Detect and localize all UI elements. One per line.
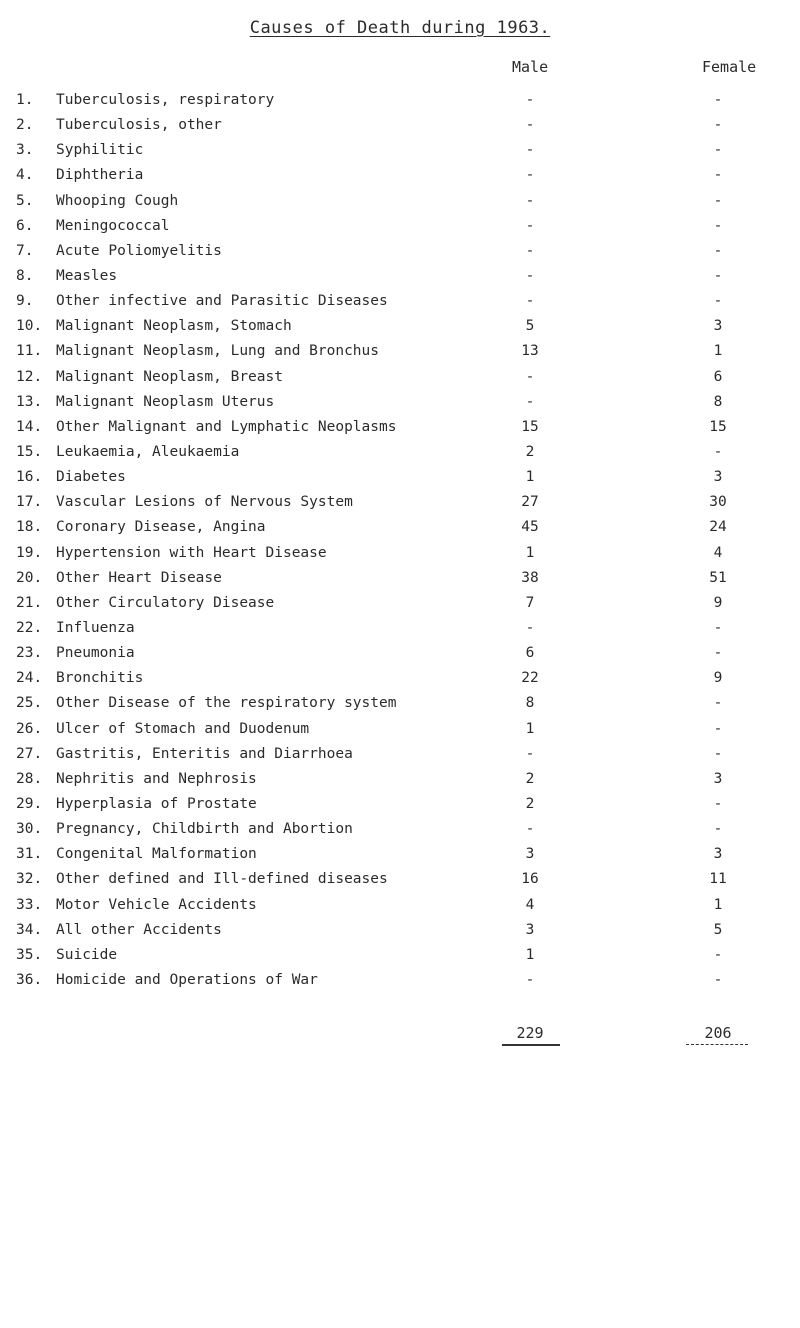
cause-label: Tuberculosis, respiratory <box>56 92 275 108</box>
male-count: - <box>525 821 535 838</box>
cause-label: Suicide <box>56 946 118 963</box>
row-number: 9. <box>16 293 34 310</box>
table-row <box>0 415 800 440</box>
female-count: - <box>713 946 723 963</box>
female-count: - <box>713 217 723 234</box>
male-count: 13 <box>521 343 539 360</box>
row-number: 23. <box>16 645 43 662</box>
row-number: 29. <box>16 795 43 812</box>
row-number: 4. <box>16 167 34 184</box>
table-row <box>0 339 800 364</box>
cause-label: Other Disease of the respiratory system <box>56 695 397 712</box>
male-count: 5 <box>525 318 535 335</box>
male-count: - <box>525 745 535 762</box>
cause-label: Coronary Disease, Angina <box>56 519 266 536</box>
table-row <box>0 440 800 465</box>
male-count: 2 <box>525 770 535 787</box>
female-count: - <box>713 142 723 159</box>
cause-label: Homicide and Operations of War <box>56 971 318 988</box>
female-count: - <box>713 443 723 460</box>
female-count: 51 <box>709 569 727 586</box>
female-count: 9 <box>713 594 723 611</box>
row-number: 5. <box>16 192 34 209</box>
female-count: 1 <box>713 896 723 913</box>
row-number: 35. <box>16 946 43 963</box>
row-number: 19. <box>16 544 43 561</box>
total-male: 229 <box>516 1024 544 1042</box>
male-count: 38 <box>521 569 539 586</box>
female-count: 11 <box>709 871 727 888</box>
table-row <box>0 867 800 892</box>
female-count: - <box>713 192 723 209</box>
male-count: 7 <box>525 594 535 611</box>
male-count: 1 <box>525 469 535 486</box>
cause-label: Motor Vehicle Accidents <box>56 896 257 913</box>
cause-label: Gastritis, Enteritis and Diarrhoea <box>56 745 353 762</box>
cause-label: Pregnancy, Childbirth and Abortion <box>56 821 353 838</box>
table-row <box>0 742 800 767</box>
row-number: 13. <box>16 393 43 410</box>
cause-label: Diphtheria <box>56 167 144 184</box>
male-count: 8 <box>525 695 535 712</box>
male-count: - <box>525 293 535 310</box>
cause-label: Acute Poliomyelitis <box>56 242 222 259</box>
row-number: 20. <box>16 569 43 586</box>
column-header-female: Female <box>702 58 757 76</box>
male-count: 2 <box>525 795 535 812</box>
female-count: - <box>713 267 723 284</box>
row-number: 10. <box>16 318 43 335</box>
cause-label: Hyperplasia of Prostate <box>56 795 257 812</box>
female-count: - <box>713 720 723 737</box>
cause-label: Malignant Neoplasm, Lung and Bronchus <box>56 343 380 360</box>
table-row <box>0 817 800 842</box>
row-number: 24. <box>16 670 43 687</box>
table-row <box>0 968 800 993</box>
table-row <box>0 113 800 138</box>
cause-label: Diabetes <box>56 469 126 486</box>
table-row <box>0 289 800 314</box>
male-count: 15 <box>521 418 539 435</box>
male-count: - <box>525 393 535 410</box>
female-count: 4 <box>713 544 723 561</box>
cause-label: Congenital Malformation <box>56 846 257 863</box>
row-number: 30. <box>16 821 43 838</box>
row-number: 26. <box>16 720 43 737</box>
female-count: 24 <box>709 519 727 536</box>
male-count: 4 <box>525 896 535 913</box>
male-count: - <box>525 217 535 234</box>
female-count: - <box>713 795 723 812</box>
male-count: 16 <box>521 871 539 888</box>
row-number: 25. <box>16 695 43 712</box>
female-count: - <box>713 619 723 636</box>
cause-label: Ulcer of Stomach and Duodenum <box>56 720 310 737</box>
total-underline-male <box>502 1044 560 1046</box>
cause-label: Malignant Neoplasm, Breast <box>56 368 283 385</box>
table-row <box>0 138 800 163</box>
male-count: 1 <box>525 946 535 963</box>
cause-label: Leukaemia, Aleukaemia <box>56 443 240 460</box>
table-row <box>0 616 800 641</box>
male-count: - <box>525 267 535 284</box>
male-count: - <box>525 192 535 209</box>
female-count: 15 <box>709 418 727 435</box>
row-number: 17. <box>16 494 43 511</box>
row-number: 31. <box>16 846 43 863</box>
cause-label: Other Malignant and Lymphatic Neoplasms <box>56 418 397 435</box>
column-header-male: Male <box>512 58 549 76</box>
table-row <box>0 566 800 591</box>
row-number: 14. <box>16 418 43 435</box>
female-count: - <box>713 645 723 662</box>
table-row <box>0 189 800 214</box>
row-number: 18. <box>16 519 43 536</box>
male-count: - <box>525 92 535 108</box>
table-row <box>0 591 800 616</box>
male-count: 6 <box>525 645 535 662</box>
male-count: - <box>525 368 535 385</box>
female-count: 8 <box>713 393 723 410</box>
female-count: 3 <box>713 318 723 335</box>
female-count: - <box>713 293 723 310</box>
cause-label: Malignant Neoplasm, Stomach <box>56 318 292 335</box>
table-row <box>0 842 800 867</box>
row-number: 2. <box>16 117 34 134</box>
female-count: 5 <box>713 921 723 938</box>
row-number: 6. <box>16 217 34 234</box>
table-row <box>0 314 800 339</box>
cause-label: Syphilitic <box>56 142 144 159</box>
male-count: 3 <box>525 921 535 938</box>
table-row <box>0 490 800 515</box>
cause-label: Nephritis and Nephrosis <box>56 770 257 787</box>
row-number: 21. <box>16 594 43 611</box>
cause-label: Meningococcal <box>56 217 170 234</box>
female-count: 3 <box>713 469 723 486</box>
cause-label: Vascular Lesions of Nervous System <box>56 494 353 511</box>
cause-label: Pneumonia <box>56 645 135 662</box>
female-count: - <box>713 242 723 259</box>
cause-label: All other Accidents <box>56 921 222 938</box>
cause-label: Other infective and Parasitic Diseases <box>56 293 388 310</box>
row-number: 7. <box>16 242 34 259</box>
causes-table <box>0 88 800 993</box>
male-count: - <box>525 619 535 636</box>
row-number: 8. <box>16 267 34 284</box>
table-row <box>0 893 800 918</box>
table-row <box>0 214 800 239</box>
female-count: - <box>713 167 723 184</box>
cause-label: Hypertension with Heart Disease <box>56 544 327 561</box>
female-count: - <box>713 117 723 134</box>
female-count: 9 <box>713 670 723 687</box>
cause-label: Tuberculosis, other <box>56 117 222 134</box>
cause-label: Other Circulatory Disease <box>56 594 275 611</box>
table-row <box>0 88 800 113</box>
table-row <box>0 264 800 289</box>
male-count: - <box>525 142 535 159</box>
row-number: 1. <box>16 92 34 108</box>
cause-label: Influenza <box>56 619 135 636</box>
cause-label: Bronchitis <box>56 670 144 687</box>
row-number: 3. <box>16 142 34 159</box>
table-row <box>0 163 800 188</box>
total-female: 206 <box>704 1024 732 1042</box>
row-number: 27. <box>16 745 43 762</box>
female-count: - <box>713 92 723 108</box>
table-row <box>0 239 800 264</box>
table-row <box>0 717 800 742</box>
male-count: - <box>525 971 535 988</box>
table-row <box>0 792 800 817</box>
row-number: 15. <box>16 443 43 460</box>
male-count: - <box>525 242 535 259</box>
female-count: 6 <box>713 368 723 385</box>
table-row <box>0 691 800 716</box>
table-row <box>0 666 800 691</box>
table-row <box>0 390 800 415</box>
cause-label: Whooping Cough <box>56 192 179 209</box>
row-number: 36. <box>16 971 43 988</box>
male-count: 1 <box>525 720 535 737</box>
total-underline-female <box>686 1044 748 1045</box>
male-count: - <box>525 167 535 184</box>
cause-label: Other Heart Disease <box>56 569 222 586</box>
row-number: 34. <box>16 921 43 938</box>
table-row <box>0 541 800 566</box>
cause-label: Malignant Neoplasm Uterus <box>56 393 275 410</box>
row-number: 28. <box>16 770 43 787</box>
table-row <box>0 943 800 968</box>
male-count: 3 <box>525 846 535 863</box>
female-count: - <box>713 821 723 838</box>
male-count: - <box>525 117 535 134</box>
male-count: 45 <box>521 519 539 536</box>
table-row <box>0 918 800 943</box>
table-row <box>0 515 800 540</box>
row-number: 16. <box>16 469 43 486</box>
cause-label: Other defined and Ill-defined diseases <box>56 871 388 888</box>
female-count: 30 <box>709 494 727 511</box>
male-count: 27 <box>521 494 539 511</box>
table-row <box>0 365 800 390</box>
cause-label: Measles <box>56 267 118 284</box>
male-count: 2 <box>525 443 535 460</box>
female-count: 3 <box>713 846 723 863</box>
row-number: 12. <box>16 368 43 385</box>
female-count: 1 <box>713 343 723 360</box>
table-row <box>0 465 800 490</box>
row-number: 33. <box>16 896 43 913</box>
row-number: 11. <box>16 343 43 360</box>
female-count: - <box>713 971 723 988</box>
table-row <box>0 767 800 792</box>
row-number: 32. <box>16 871 43 888</box>
row-number: 22. <box>16 619 43 636</box>
male-count: 1 <box>525 544 535 561</box>
female-count: - <box>713 745 723 762</box>
table-row <box>0 641 800 666</box>
female-count: - <box>713 695 723 712</box>
female-count: 3 <box>713 770 723 787</box>
page-title: Causes of Death during 1963. <box>249 18 551 38</box>
male-count: 22 <box>521 670 539 687</box>
